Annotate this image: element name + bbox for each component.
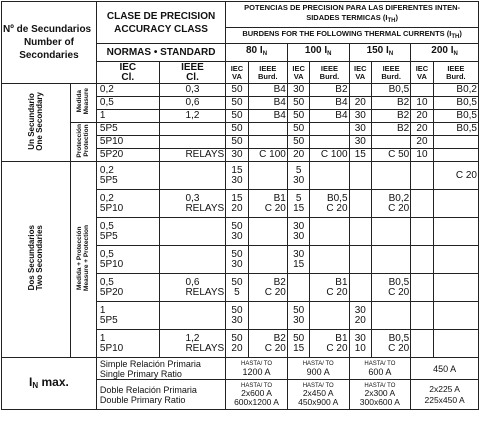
table-cell (411, 190, 434, 218)
table-cell (411, 330, 434, 358)
table-cell: B2 C 20 (248, 330, 287, 358)
table-cell (159, 162, 225, 190)
table-cell: 15 (349, 149, 372, 162)
table-cell: 0,5 5P5 (96, 218, 159, 246)
table-cell (372, 302, 411, 330)
table-cell: 1 5P10 (96, 330, 159, 358)
current-200: 200 $I_N$ (411, 44, 479, 62)
table-cell (287, 274, 310, 302)
table-cell (372, 218, 411, 246)
single-ratio-150: HASTA/ TO 600 A (349, 358, 411, 380)
table-cell: B2 (310, 84, 349, 97)
table-cell (248, 246, 287, 274)
in-max-label: $I_N$ max. (2, 358, 97, 410)
table-cell: 1,2 RELAYS (159, 330, 225, 358)
table-cell: 15 20 (226, 190, 249, 218)
iec-va: IEC VA (411, 62, 434, 84)
double-ratio-80: HASTA/ TO 2x600 A 600x1200 A (226, 380, 288, 410)
accuracy-class-header: CLASE DE PRECISION ACCURACY CLASS (96, 2, 225, 44)
table-cell: B0,5 C 20 (310, 190, 349, 218)
table-cell (433, 149, 478, 162)
table-cell: 20 (411, 110, 434, 123)
current-150: 150 $I_N$ (349, 44, 411, 62)
table-cell (159, 246, 225, 274)
table-cell: 50 (287, 110, 310, 123)
table-cell: 0,3 (159, 84, 225, 97)
table-cell (433, 136, 478, 149)
table-cell (248, 218, 287, 246)
table-cell: RELAYS (159, 149, 225, 162)
table-cell: 50 (287, 97, 310, 110)
table-cell: B4 (310, 110, 349, 123)
table-cell: C 100 (310, 149, 349, 162)
table-cell: 50 5 (226, 274, 249, 302)
table-cell (310, 136, 349, 149)
single-ratio-label: Simple Relación Primaria Single Primary Ratio (96, 358, 225, 380)
table-cell: 1,2 (159, 110, 225, 123)
table-cell: 20 (349, 97, 372, 110)
group-two-secondaries: Dos Secundarios Two Secondaries (2, 162, 71, 358)
table-cell: B0,5 (433, 97, 478, 110)
table-cell: 50 20 (226, 330, 249, 358)
table-cell (433, 218, 478, 246)
table-cell: 0,2 5P5 (96, 162, 159, 190)
iec-class: IEC Cl. (96, 62, 159, 84)
table-cell: 0,5 5P20 (96, 274, 159, 302)
table-cell: 20 (411, 123, 434, 136)
table-cell: B2 (372, 110, 411, 123)
table-cell: B0,2 (433, 84, 478, 97)
table-cell (248, 136, 287, 149)
double-ratio-100: HASTA/ TO 2x450 A 450x900 A (287, 380, 349, 410)
table-cell: B0,5 C 20 (372, 330, 411, 358)
double-ratio-200: 2x225 A 225x450 A (411, 380, 479, 410)
table-cell: 50 (226, 123, 249, 136)
table-cell: 10 (411, 149, 434, 162)
table-cell: B0,5 (372, 84, 411, 97)
table-cell: 30 (349, 136, 372, 149)
table-cell: 30 15 (287, 246, 310, 274)
burdens-header-en: BURDENS FOR THE FOLLOWING THERMAL CURRENTS $(I_{TH})$ (226, 28, 479, 44)
table-cell (349, 84, 372, 97)
table-cell: 30 (349, 123, 372, 136)
table-cell: 30 20 (349, 302, 372, 330)
table-cell: 0,6 RELAYS (159, 274, 225, 302)
precision-table (1, 1, 479, 410)
table-cell: 15 30 (226, 162, 249, 190)
table-row (2, 162, 479, 190)
single-ratio-100: HASTA/ TO 900 A (287, 358, 349, 380)
table-cell (433, 246, 478, 274)
table-cell: 30 (226, 149, 249, 162)
table-cell: B0,2 C 20 (372, 190, 411, 218)
table-cell (310, 302, 349, 330)
table-cell: 50 (226, 136, 249, 149)
group-measure: Medida Measure (70, 84, 96, 123)
table-cell (411, 274, 434, 302)
table-cell (349, 246, 372, 274)
table-cell (433, 330, 478, 358)
table-cell: 50 (287, 123, 310, 136)
table-cell: 1 5P5 (96, 302, 159, 330)
group-one-secondary: Un Secundario One Secondary (2, 84, 71, 162)
table-row (2, 123, 479, 136)
table-cell: B2 (372, 97, 411, 110)
table-cell: 0,3 RELAYS (159, 190, 225, 218)
table-cell: 50 (287, 136, 310, 149)
table-cell: 5P20 (96, 149, 159, 162)
table-cell: B2 (372, 123, 411, 136)
table-cell: C 20 (433, 162, 478, 190)
secondaries-header: Nº de Secundarios Number of Secondaries (2, 2, 97, 84)
table-cell: B0,5 (433, 123, 478, 136)
ieee-burd: IEEE Burd. (372, 62, 411, 84)
single-ratio-200: 450 A (411, 358, 479, 380)
double-ratio-label: Doble Relación Primaria Double Primary Ratio (96, 380, 225, 410)
table-cell (349, 162, 372, 190)
table-cell: 5P5 (96, 123, 159, 136)
table-cell: B2 C 20 (248, 274, 287, 302)
table-cell: B0,5 C 20 (372, 274, 411, 302)
table-cell: 50 30 (226, 218, 249, 246)
single-ratio-80: HASTA/ TO 1200 A (226, 358, 288, 380)
table-cell: 0,2 5P10 (96, 190, 159, 218)
table-cell: 50 15 (287, 330, 310, 358)
table-cell (159, 123, 225, 136)
table-cell: 0,5 5P10 (96, 246, 159, 274)
table-cell (372, 136, 411, 149)
table-cell: 10 (411, 97, 434, 110)
table-cell: 50 (226, 97, 249, 110)
table-cell (411, 218, 434, 246)
table-cell: B4 (248, 97, 287, 110)
table-cell (372, 246, 411, 274)
table-cell: 0,6 (159, 97, 225, 110)
table-cell: 30 30 (287, 218, 310, 246)
table-cell: 30 10 (349, 330, 372, 358)
table-cell: 5P10 (96, 136, 159, 149)
table-cell: B1 C 20 (248, 190, 287, 218)
table-cell (349, 190, 372, 218)
table-cell (310, 162, 349, 190)
table-cell: 20 (411, 136, 434, 149)
current-100: 100 $I_N$ (287, 44, 349, 62)
table-cell (411, 246, 434, 274)
table-cell: B4 (248, 110, 287, 123)
double-ratio-150: HASTA/ TO 2x300 A 300x600 A (349, 380, 411, 410)
table-cell (310, 123, 349, 136)
group-measure-protection: Medida + Protección Measure + Protection (70, 162, 96, 358)
burdens-header-es: POTENCIAS DE PRECISION PARA LAS DIFERENTES INTEN- SIDADES TERMICAS $(I_{TH})$ (226, 2, 479, 28)
table-cell: 0,2 (96, 84, 159, 97)
table-cell: B1 C 20 (310, 274, 349, 302)
ieee-class: IEEE Cl. (159, 62, 225, 84)
table-cell (248, 302, 287, 330)
table-cell: 30 (349, 110, 372, 123)
table-cell: 50 (226, 84, 249, 97)
table-cell: B4 (248, 84, 287, 97)
table-cell (248, 123, 287, 136)
table-cell (159, 136, 225, 149)
table-cell (433, 302, 478, 330)
table-cell: 30 (287, 84, 310, 97)
table-cell (248, 162, 287, 190)
table-row (2, 84, 479, 97)
table-cell: C 50 (372, 149, 411, 162)
table-cell: 50 30 (287, 302, 310, 330)
table-cell (310, 246, 349, 274)
table-cell (159, 302, 225, 330)
table-cell (159, 218, 225, 246)
table-cell: 5 15 (287, 190, 310, 218)
table-cell (310, 218, 349, 246)
table-cell: 50 30 (226, 302, 249, 330)
table-cell (411, 84, 434, 97)
ieee-burd: IEEE Burd. (310, 62, 349, 84)
ieee-burd: IEEE Burd. (248, 62, 287, 84)
table-cell: 20 (287, 149, 310, 162)
table-cell (372, 162, 411, 190)
table-cell (349, 274, 372, 302)
table-cell (433, 190, 478, 218)
table-cell: 5 30 (287, 162, 310, 190)
table-cell: 0,5 (96, 97, 159, 110)
table-cell: C 100 (248, 149, 287, 162)
iec-va: IEC VA (349, 62, 372, 84)
table-cell: 50 (226, 110, 249, 123)
iec-va: IEC VA (226, 62, 249, 84)
iec-va: IEC VA (287, 62, 310, 84)
current-80: 80 $I_N$ (226, 44, 288, 62)
ieee-burd: IEEE Burd. (433, 62, 478, 84)
group-protection: Protección Protection (70, 123, 96, 162)
normas-standard: NORMAS • STANDARD (96, 44, 225, 62)
table-cell: B1 C 20 (310, 330, 349, 358)
table-cell (411, 302, 434, 330)
table-cell (433, 274, 478, 302)
table-cell: 1 (96, 110, 159, 123)
table-cell (411, 162, 434, 190)
table-cell: B4 (310, 97, 349, 110)
table-cell (349, 218, 372, 246)
table-cell: B0,5 (433, 110, 478, 123)
table-cell: 50 30 (226, 246, 249, 274)
